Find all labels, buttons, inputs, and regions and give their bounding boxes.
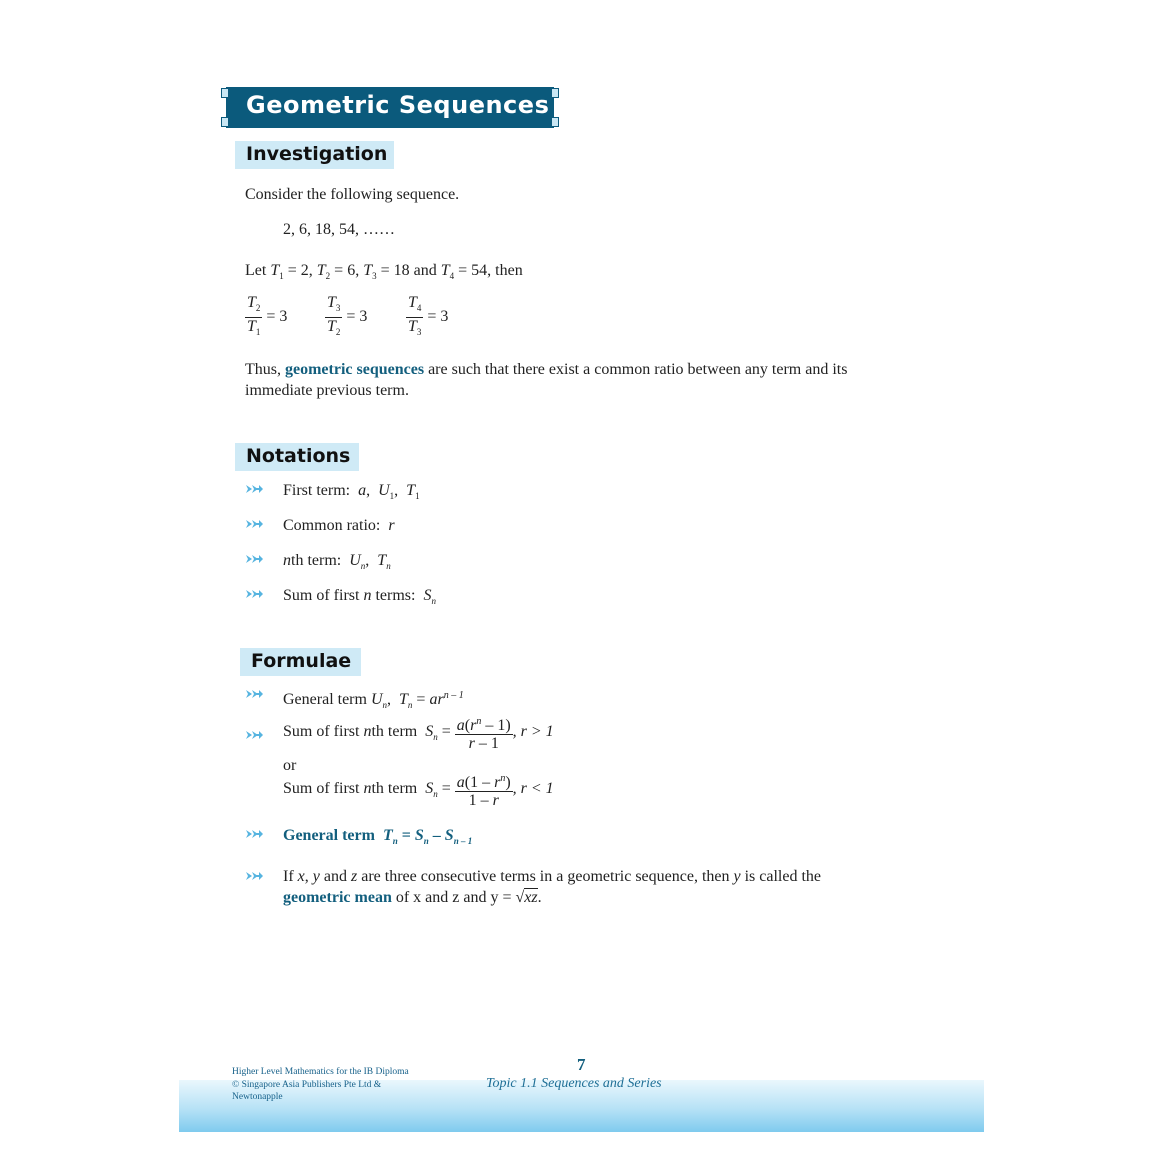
footer-publisher: Newtonapple — [232, 1092, 283, 1102]
banner-corner — [551, 117, 559, 127]
banner-corner — [221, 88, 229, 98]
banner-corner — [221, 117, 229, 127]
arrow-bullet-icon — [246, 730, 263, 740]
page-number: 7 — [577, 1055, 586, 1074]
arrow-bullet-icon — [246, 589, 263, 599]
intro-text: Consider the following sequence. — [245, 186, 460, 203]
formula-general-term-difference: General term $T_n = S_n - S_{n - 1}$ — [283, 827, 473, 846]
page-title: Geometric Sequences — [246, 91, 550, 119]
arrow-bullet-icon — [246, 871, 263, 881]
formula-sum-r-lt-1: Sum of first nth term $S_n$ = $\frac{a(1 - r^n)}{1 - r}$ , r < 1 — [283, 770, 554, 809]
term-geometric-mean: geometric mean — [283, 889, 392, 906]
let-statement: Let $T_1 = 2$, $T_2 = 6$, $T_3 = 18$ and $T_4 = 54$, then — [245, 262, 523, 281]
ratio-t3-t2: $\frac{T_3}{T_2}$ = 3 — [327, 294, 368, 337]
or-text: or — [283, 757, 297, 774]
notation-common-ratio: Common ratio: r — [283, 517, 395, 534]
sequence-text: 2, 6, 18, 54, …… — [283, 221, 395, 238]
arrow-bullet-icon — [246, 689, 263, 699]
arrow-bullet-icon — [246, 484, 263, 494]
formula-general-term: General term $U_n$, $T_n = ar^{n - 1}$ — [283, 690, 464, 710]
arrow-bullet-icon — [246, 519, 263, 529]
thus-paragraph: Thus, geometric sequences are such that there exist a common ratio between any term and its immediate previous term. — [245, 361, 848, 399]
footer-copyright: © Singapore Asia Publishers Pte Ltd & — [232, 1079, 382, 1090]
geometric-mean-paragraph: If x, y and z are three consecutive terms in a geometric sequence, then y is called the geometric mean of x and z and y = √xz. — [283, 868, 822, 906]
section-heading-investigation: Investigation — [246, 143, 388, 165]
section-heading-formulae: Formulae — [251, 650, 352, 672]
banner-corner — [551, 88, 559, 98]
formula-sum-r-gt-1: Sum of first nth term $S_n$ = $\frac{a(r^n - 1)}{r - 1}$ , r > 1 — [283, 713, 554, 752]
notation-nth-term: nth term: $U_n$, $T_n$ — [283, 552, 391, 571]
ratio-t4-t3: $\frac{T_4}{T_3}$ = 3 — [408, 294, 449, 337]
ratio-t2-t1: $\frac{T_2}{T_1}$ = 3 — [247, 294, 288, 337]
section-heading-notations: Notations — [246, 445, 351, 467]
arrow-bullet-icon — [246, 554, 263, 564]
term-geometric-sequences: geometric sequences — [285, 361, 425, 378]
footer-book-title: Higher Level Mathematics for the IB Diploma — [232, 1067, 409, 1077]
notation-sum: Sum of first n terms: $S_n$ — [283, 587, 436, 606]
notation-first-term: First term: a, $U_1$, $T_1$ — [283, 482, 420, 501]
arrow-bullet-icon — [246, 829, 263, 839]
footer-book-info — [232, 1066, 409, 1104]
page-topic: Topic 1.1 Sequences and Series — [486, 1076, 662, 1091]
